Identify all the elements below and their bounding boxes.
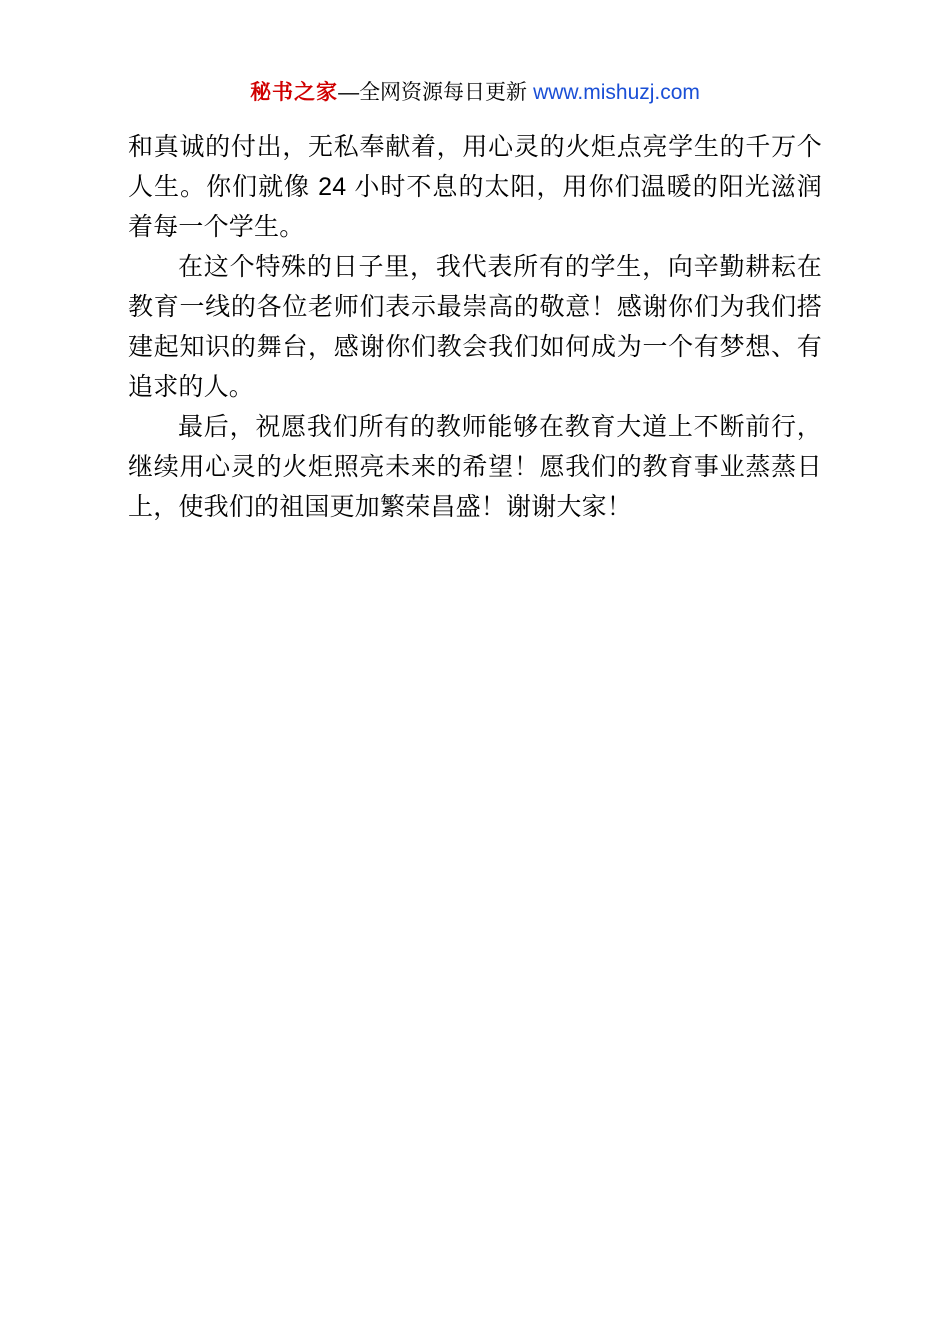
site-brand: 秘书之家 [250,81,339,104]
paragraph-2: 在这个特殊的日子里，我代表所有的学生，向辛勤耕耘在教育一线的各位老师们表示最崇高的敬意！感谢你们为我们搭建起知识的舞台，感谢你们教会我们如何成为一个有梦想、有追求的人。 [128,253,822,402]
document-body [0,127,950,527]
paragraph-1: 和真诚的付出，无私奉献着，用心灵的火炬点亮学生的千万个人生。你们就像 24 小时不息的太阳，用你们温暖的阳光滋润着每一个学生。 [128,133,822,242]
site-tagline: —全网资源每日更新 [338,81,528,104]
site-url[interactable]: www.mishuzj.com [533,81,700,104]
site-header [0,0,950,105]
paragraph-3: 最后，祝愿我们所有的教师能够在教育大道上不断前行，继续用心灵的火炬照亮未来的希望！愿我们的教育事业蒸蒸日上，使我们的祖国更加繁荣昌盛！谢谢大家！ [128,413,822,522]
